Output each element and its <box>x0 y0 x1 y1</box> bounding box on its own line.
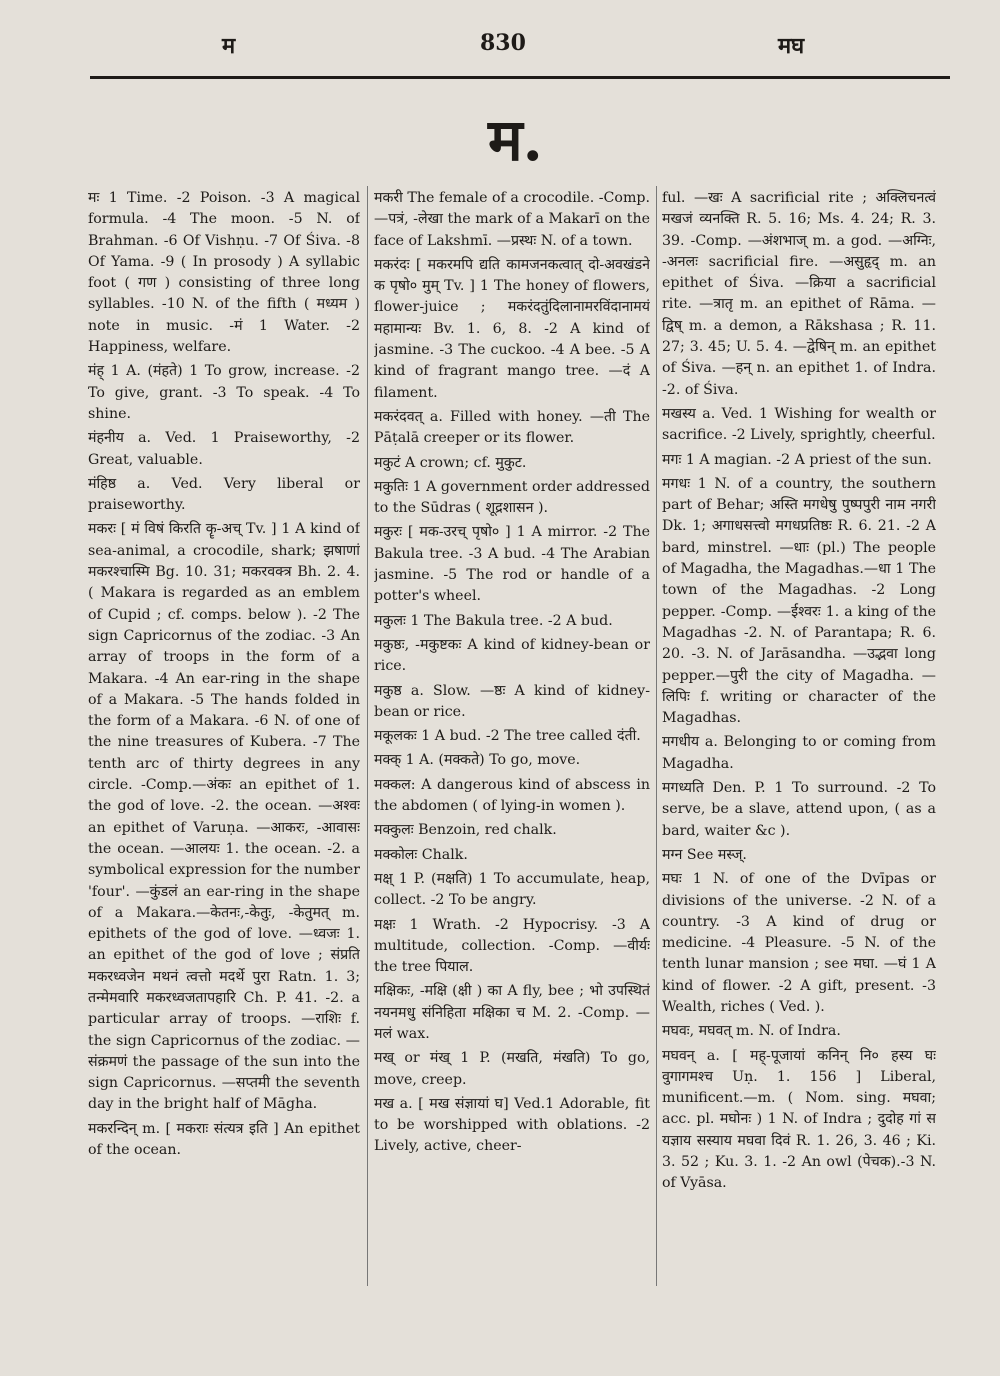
dictionary-entry: मकूलकः 1 A bud. -2 The tree called दंती. <box>374 728 641 745</box>
column-2 <box>374 188 650 1288</box>
column-3 <box>662 188 936 1288</box>
dictionary-entry: मगधीय a. Belonging to or coming from Magadha. <box>662 734 936 772</box>
dictionary-entry: मक्ष् 1 P. (मक्षति) 1 To accumulate, heap, collect. -2 To be angry. <box>374 870 650 909</box>
dictionary-entry: मक्षिकः, -मक्षि (क्षी ) का A fly, bee ; भो उपस्थितं नयनमधु संनिहिता मक्षिका च M. 2. -Comp. —मलं wax. <box>374 983 650 1042</box>
dictionary-entry: मख् or मंख् 1 P. (मखति, मंखति) To go, move, creep. <box>374 1050 650 1088</box>
dictionary-entry: मकरः [ मं विषं किरति कॄ-अच् Tv. ] 1 A kind of sea-animal, a crocodile, shark; झषाणां मकरश्चास्मि Bg. 10. 31; मकरवक्त्र Bh. 2. 4. ( Makara is regarded as an emblem of Cupid ; cf. comps. below ). -2 The sign Capricornus of the zodiac. -3 An array of troops in the form of a Makara. -4 An ear-ring in the shape of a Makara. -5 The hands folded in the form of a Makara. -6 N. of one of the nine treasures of Kubera. -7 The tenth arc of thirty degrees in any circle. -Comp.—अंकः an epithet of 1. the god of love. -2. the ocean. —अश्वः an epithet of Varuṇa. —आकरः, -आवासः the ocean. —आलयः 1. the ocean. -2. a symbolical expression for the number 'four'. —कुंडलं an ear-ring in the shape of a Makara.—केतनः,-केतुः, -केतुमत् m. epithets of the god of love. —ध्वजः 1. an epithet of the god of love ; संप्रति मकरध्वजेन मथनं त्वत्तो मदर्थे पुरा Ratn. 1. 3; तन्मेमवारि मकरध्वजतापहारि Ch. P. 41. -2. a particular array of troops. —राशिः f. the sign Capricornus of the zodiac. —संक्रमणं the passage of the sun into the sign Capricornus. —सप्तमी the seventh day in the bright half of Māgha. <box>88 521 360 1113</box>
dictionary-entry: मकुष्ठ a. Slow. —ष्ठः A kind of kidney-bean or rice. <box>374 682 650 720</box>
dictionary-entry: मगध्यति Den. P. 1 To surround. -2 To serve, be a slave, attend upon, ( as a bard, waiter &c ). <box>662 780 936 839</box>
column-divider <box>367 186 368 1286</box>
column-1 <box>88 188 360 1288</box>
dictionary-entry: मकुटं A crown; cf. मुकुट. <box>374 454 527 471</box>
dictionary-entry: मग्न See मस्ज्. <box>662 846 747 863</box>
page-number: 830 <box>480 30 526 56</box>
dictionary-entry: मगः 1 A magian. -2 A priest of the sun. <box>662 451 932 468</box>
dictionary-entry: मक्षः 1 Wrath. -2 Hypocrisy. -3 A multitude, collection. -Comp. —वीर्यः the tree पियाल. <box>374 916 650 976</box>
dictionary-entry: मक्कोलः Chalk. <box>374 846 468 863</box>
section-letter-heading: म. <box>488 106 543 174</box>
header-rule <box>90 76 950 79</box>
dictionary-entry: मक्क् 1 A. (मक्कते) To go, move. <box>374 752 581 769</box>
dictionary-entry: मखस्य a. Ved. 1 Wishing for wealth or sacrifice. -2 Lively, sprightly, cheerful. <box>662 405 936 444</box>
dictionary-entry: मक्कल: A dangerous kind of abscess in the abdomen ( of lying-in women ). <box>374 776 650 815</box>
dictionary-entry: मकुष्ठः, -मकुष्टकः A kind of kidney-bean or rice. <box>374 636 650 675</box>
dictionary-entry: मक्कुलः Benzoin, red chalk. <box>374 822 557 839</box>
dictionary-entry: मगधः 1 N. of a country, the southern part of Behar; अस्ति मगधेषु पुष्पपुरी नाम नगरी Dk. 1; अगाधसत्त्वो मगधप्रतिष्ठः R. 6. 21. -2 A bard, minstrel. —धाः (pl.) The people of Magadha, the Magadhas.—धा 1 The town of the Magadhas. -2 Long pepper. -Comp. —ईश्वरः 1. a king of the Magadhas -2. N. of Parantapa; R. 6. 20. -3. N. of Jarāsandha. —उद्भवा long pepper.—पुरी the city of Magadha. —लिपिः f. writing or character of the Magadhas. <box>662 475 936 727</box>
dictionary-entry: मघवः, मघवत् m. N. of Indra. <box>662 1023 841 1040</box>
dictionary-entry: मंहनीय a. Ved. 1 Praiseworthy, -2 Great, valuable. <box>88 430 360 468</box>
dictionary-entry: मकरन्दिन् m. [ मकराः संत्यत्र इति ] An epithet of the ocean. <box>88 1120 360 1159</box>
column-divider <box>656 186 657 1286</box>
dictionary-entry: मंहिष्ठ a. Ved. Very liberal or praiseworthy. <box>88 475 360 514</box>
dictionary-entry: मकरंदवत् a. Filled with honey. —ती The Pāṭalā creeper or its flower. <box>374 408 650 447</box>
dictionary-entry: मकुलः 1 The Bakula tree. -2 A bud. <box>374 612 613 629</box>
dictionary-entry: मघः 1 N. of one of the Dvīpas or divisions of the universe. -2 N. of a country. -3 A kind of drug or medicine. -4 Pleasure. -5 N. of the tenth lunar mansion ; see मघा. —घं 1 A kind of flower. -2 A gift, present. -3 Wealth, riches ( Ved. ). <box>662 871 936 1015</box>
dictionary-entry: मकरंदः [ मकरमपि द्यति कामजनकत्वात् दो-अवखंडने क पृषो० मुम् Tv. ] 1 The honey of flowers, flower-juice ; मकरंदतुंदिलानामरविंदानामयं महामान्यः Bv. 1. 6, 8. -2 A kind of jasmine. -3 The cuckoo. -4 A bee. -5 A kind of fragrant mango tree. —दं A filament. <box>374 256 650 401</box>
dictionary-entry: मख a. [ मख संज्ञायां घ] Ved.1 Adorable, fit to be worshipped with oblations. -2 Lively, active, cheer- <box>374 1095 650 1155</box>
header-right-guide-word: मघ <box>778 33 805 59</box>
dictionary-entry: मकुरः [ मक-उरच् पृषो० ] 1 A mirror. -2 The Bakula tree. -3 A bud. -4 The Arabian jasmine. -5 The rod or handle of a potter's wheel. <box>374 524 650 605</box>
dictionary-entry: मकरी The female of a crocodile. -Comp. —पत्रं, -लेखा the mark of a Makarī on the face of Lakshmī. —प्रस्थः N. of a town. <box>374 190 650 249</box>
dictionary-entry: ful. —खः A sacrificial rite ; अक्लिचनत्वं मखजं व्यनक्ति R. 5. 16; Ms. 4. 24; R. 3. 39. -Comp. —अंशभाज् m. a god. —अग्निः, -अनलः sacrificial fire. —असुहृद् m. an epithet of Śiva. —क्रिया a sacrificial rite. —त्रातृ m. an epithet of Rāma. —द्विष् m. a demon, a Rākshasa ; R. 11. 27; 3. 45; U. 5. 4. —द्वेषिन् m. an epithet of Śiva. —हन् n. an epithet 1. of Indra. -2. of Śiva. <box>662 190 936 398</box>
dictionary-entry: मः 1 Time. -2 Poison. -3 A magical formula. -4 The moon. -5 N. of Brahman. -6 Of Vishṇu. -7 Of Śiva. -8 Of Yama. -9 ( In prosody ) A syllabic foot ( गण ) consisting of three long syllables. -10 N. of the fifth ( मध्यम ) note in music. -मं 1 Water. -2 Happiness, welfare. <box>88 190 360 356</box>
dictionary-entry: मंह् 1 A. (मंहते) 1 To grow, increase. -2 To give, grant. -3 To speak. -4 To shine. <box>88 363 360 422</box>
dictionary-entry: मकुतिः 1 A government order addressed to the Sūdras ( शूद्रशासन ). <box>374 478 650 517</box>
dictionary-entry: मघवन् a. [ मह्-पूजायां कनिन् नि० हस्य घः वुगागमश्च Uṇ. 1. 156 ] Liberal, munificent.—m. ( Nom. sing. मघवा; acc. pl. मघोनः ) 1 N. of Indra ; दुदोह गां स यज्ञाय सस्याय मघवा दिवं R. 1. 26, 3. 46 ; Ki. 3. 52 ; Ku. 3. 1. -2 An owl (पेचक).-3 N. of Vyāsa. <box>662 1047 936 1192</box>
header-left-guide-word: म <box>222 33 236 59</box>
